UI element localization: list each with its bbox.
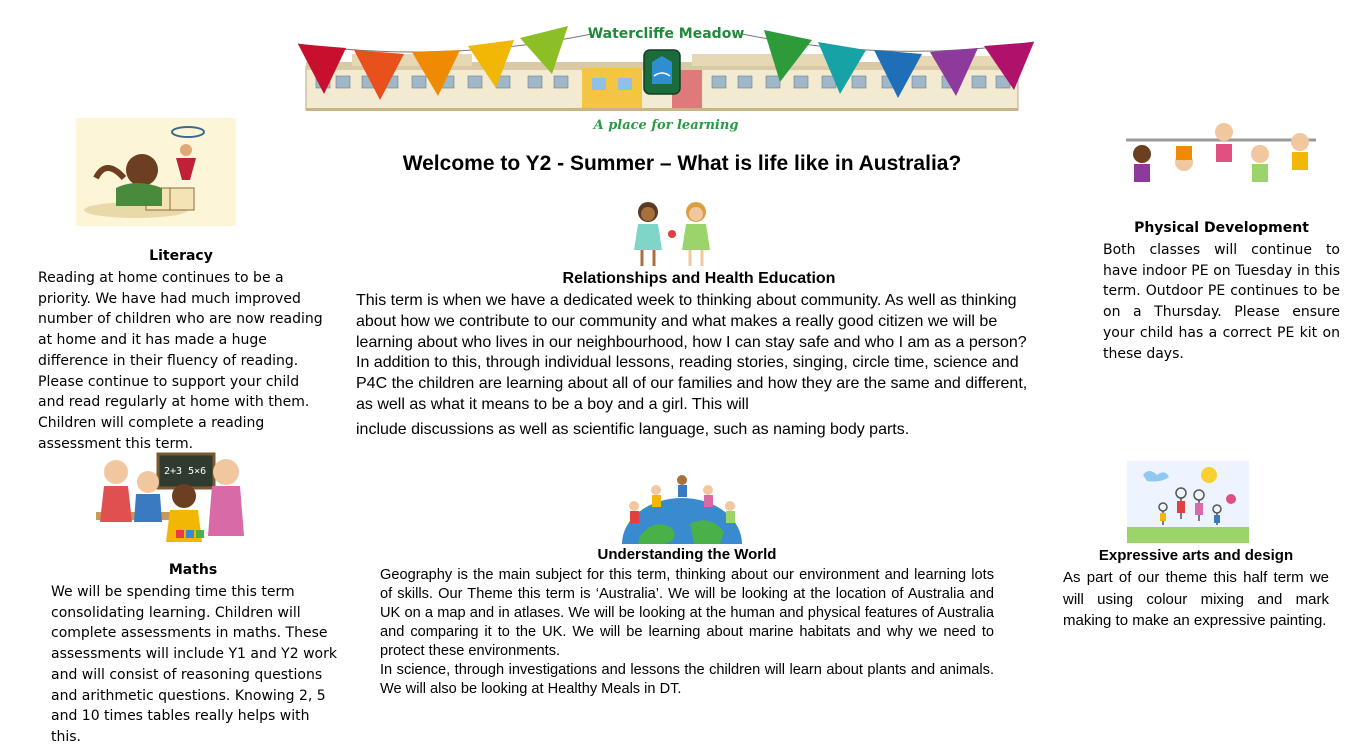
maths-heading: Maths: [168, 562, 218, 578]
children-hanging-bar-illustration: [1120, 120, 1320, 200]
relationships-text-main: This term is when we have a dedicated week to thinking about community. As well as thinking about how we contribute to our community and what makes a really good citizen we will be learning about who lives in our neighbourhood, how I can stay safe and who I am as a person? In addition to this, through individual lessons, reading stories, singing, circle time, science and P4C the children are learning about all of our families and how they are the same and different, as well as what it means to be a boy and a girl. This will: [356, 292, 1028, 413]
science-paragraph: In science, through investigations and lessons the children will learn about plants and animals. We will also be looking at Healthy Meals in DT.: [380, 662, 994, 697]
literacy-text: Reading at home continues to be a priority. We have had much improved number of children who are now reading at home and it has made a huge difference in their fluency of reading. Please continue to support your child and read regularly at home with them. Children will complete a reading assessment this term.: [38, 270, 323, 452]
relationships-text: [356, 291, 1042, 441]
relationships-heading: Relationships and Health Education: [562, 270, 836, 287]
two-girls-illustration: [626, 200, 722, 268]
maths-text: We will be spending time this term consolidating learning. Children will complete assessments in maths. These assessments will include Y1 and Y2 work and will consist of reasoning questions and arithmetic questions. Knowing 2, 5 and 10 times tables really helps with this.: [51, 584, 337, 745]
family-drawing-illustration: [1127, 461, 1249, 543]
understanding-world-heading: Understanding the World: [597, 546, 777, 563]
expressive-arts-heading: Expressive arts and design: [1098, 547, 1294, 564]
literacy-heading: Literacy: [149, 248, 213, 264]
physical-development-heading: Physical Development: [1134, 220, 1309, 236]
geography-paragraph: Geography is the main subject for this term, thinking about our environment and learning lots of skills. Our Theme this term is ‘Australia’. We will be looking at the location of Australia and UK on a map and in atlases. We will be looking at the human and physical features of Australia and comparing it to the UK. We will be learning about marine habitats and why we need to protect these environments.: [380, 567, 994, 659]
expressive-arts-text: As part of our theme this half term we will using colour mixing and mark making to make an expressive painting.: [1063, 569, 1329, 630]
school-name: Watercliffe Meadow: [587, 26, 745, 42]
children-classroom-illustration: [92, 452, 248, 552]
children-around-globe-illustration: [620, 466, 744, 544]
understanding-world-text: [380, 566, 994, 699]
page-title: Welcome to Y2 - Summer – What is life like in Australia?: [402, 152, 962, 175]
school-building-illustration: [292, 4, 1040, 136]
relationships-text-last: include discussions as well as scientific language, such as naming body parts.: [356, 420, 910, 438]
school-banner: [292, 4, 1040, 136]
physical-development-text: Both classes will continue to have indoor PE on Tuesday in this term. Outdoor PE continues to be on a Thursday. Please ensure your child has a correct PE kit on these days.: [1103, 242, 1340, 362]
school-motto: A place for learning: [593, 118, 739, 133]
svg-text:2+3 5×6: 2+3 5×6: [164, 466, 207, 477]
reading-child-illustration: [76, 118, 236, 226]
